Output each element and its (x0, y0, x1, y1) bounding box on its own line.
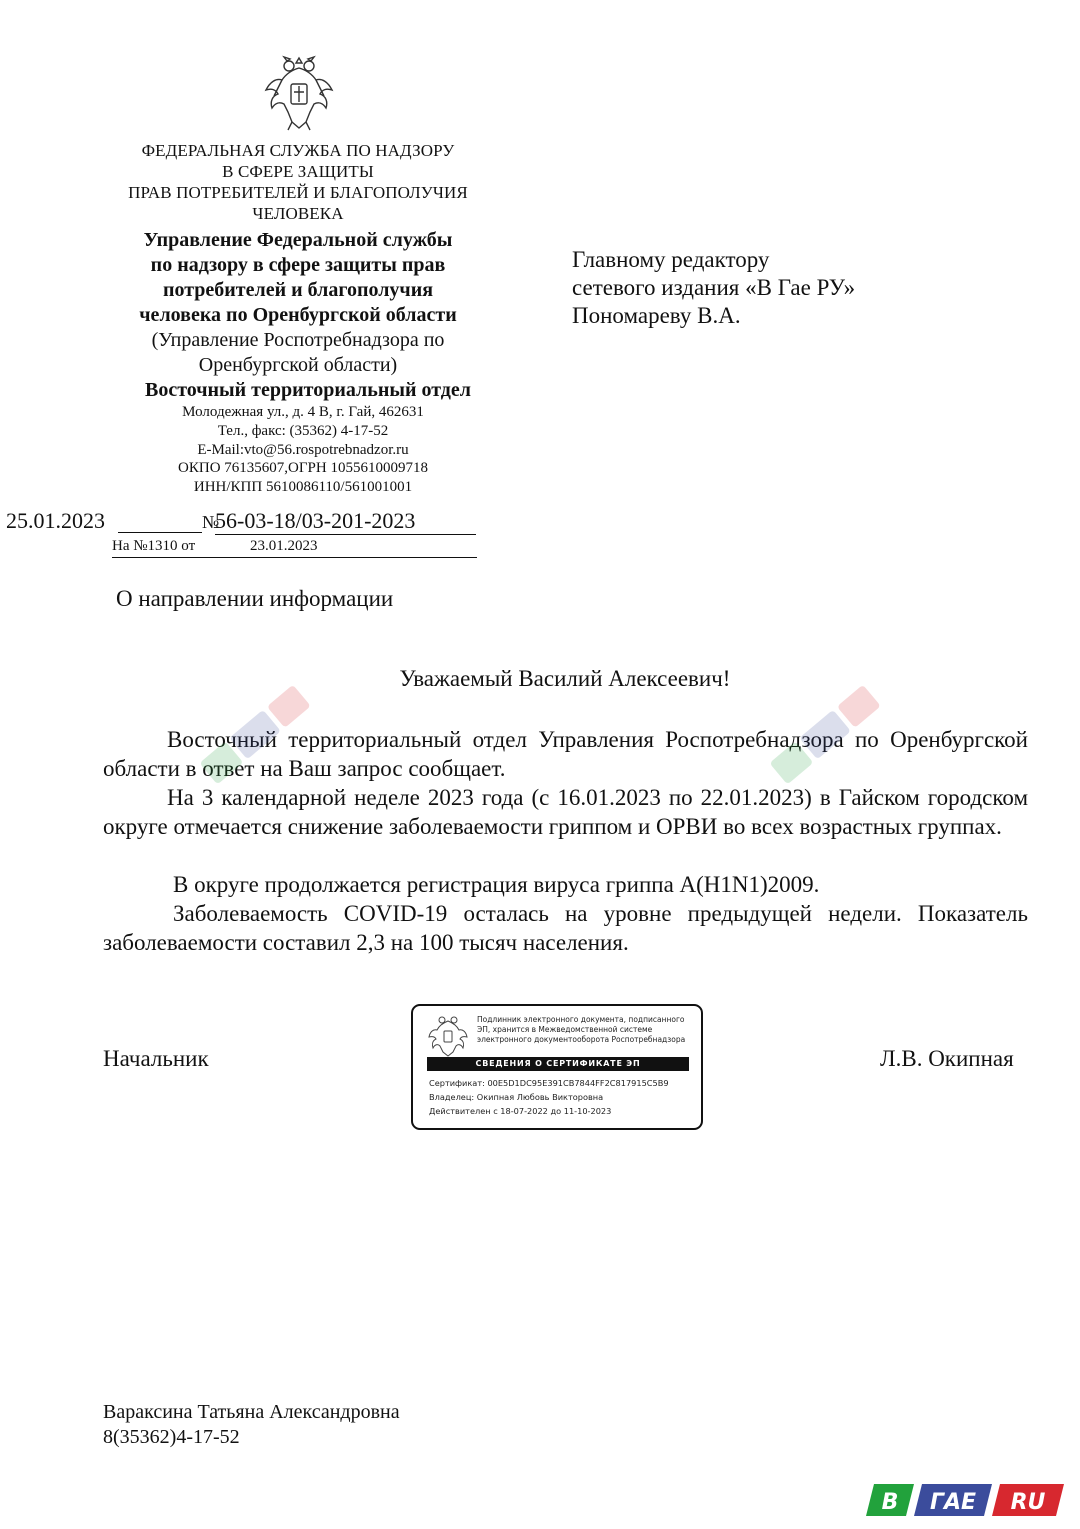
signatory-title: Начальник (103, 1046, 209, 1071)
body-paragraph: Заболеваемость COVID-19 осталась на уровне предыдущей недели. Показатель заболеваемости составил 2,3 на 100 тысяч населения. (103, 901, 1028, 955)
addressee-line: Пономареву В.А. (572, 303, 741, 328)
executor-name: Вараксина Татьяна Александровна (103, 1401, 400, 1423)
agency-line: ЧЕЛОВЕКА (252, 204, 344, 223)
reference-underline (112, 557, 477, 558)
body-paragraph: В округе продолжается регистрация вируса гриппа А(H1N1)2009. (173, 872, 820, 897)
watermark-logo-icon (190, 676, 320, 796)
agency-line: ПРАВ ПОТРЕБИТЕЛЕЙ И БЛАГОПОЛУЧИЯ (128, 183, 468, 202)
certificate-info-header: СВЕДЕНИЯ О СЕРТИФИКАТЕ ЭП (427, 1057, 689, 1071)
department-short-name: (Управление Роспотребнадзора по (151, 329, 445, 351)
okpo-ogrn: ОКПО 76135607,ОГРН 1055610009718 (178, 460, 428, 476)
brand-logo (866, 1482, 1066, 1518)
signatory-name: Л.В. Окипная (880, 1046, 1014, 1071)
logo-letter: RU (1010, 1490, 1046, 1515)
department-line: по надзору в сфере защиты прав (150, 254, 446, 276)
certificate-validity: Действителен с 18-07-2022 до 11-10-2023 (429, 1106, 612, 1116)
division-name: Восточный территориальный отдел (144, 379, 472, 401)
phone-fax: Тел., факс: (35362) 4-17-52 (217, 423, 389, 439)
address: Молодежная ул., д. 4 В, г. Гай, 462631 (182, 404, 424, 420)
number-underline (215, 534, 476, 535)
number-sign: № (202, 512, 220, 532)
reference-number: На №1310 от (112, 538, 196, 554)
subject: О направлении информации (116, 586, 394, 611)
eagle-emblem-icon (427, 1012, 469, 1058)
agency-line: ФЕДЕРАЛЬНАЯ СЛУЖБА ПО НАДЗОРУ (141, 141, 455, 160)
agency-line: В СФЕРЕ ЗАЩИТЫ (222, 162, 374, 181)
certificate-owner: Владелец: Окипная Любовь Викторовна (429, 1092, 604, 1102)
department-line: Управление Федеральной службы (143, 229, 453, 251)
body-paragraph: На 3 календарной неделе 2023 года (с 16.01.2023 по 22.01.2023) в Гайском городском округе отмечается снижение заболеваемости гриппом и ОРВИ во всех возрастных группах. (103, 785, 1028, 839)
certificate-id: Сертификат: 00E5D1DC95E391CB7844FF2C817915C5B9 (429, 1078, 669, 1088)
body-paragraph: Восточный территориальный отдел Управления Роспотребнадзора по Оренбургской области в ответ на Ваш запрос сообщает. (103, 727, 1028, 781)
e-signature-origin-note: Подлинник электронного документа, подписанного ЭП, хранится в Межведомственной системе электронного документооборота Роспотребнадзора (477, 1015, 686, 1044)
brand-logo-shapes (866, 1482, 1066, 1518)
logo-letter: ГАЕ (929, 1490, 977, 1515)
e-signature-stamp (411, 1004, 703, 1130)
watermark-logo-icon (760, 676, 890, 796)
inn-kpp: ИНН/КПП 5610086110/561001001 (193, 479, 413, 495)
department-line: человека по Оренбургской области (139, 304, 457, 326)
logo-letter: В (881, 1490, 899, 1515)
department-short-name: Оренбургской области) (198, 354, 398, 376)
date-underline (118, 532, 202, 533)
eagle-emblem-icon (262, 52, 336, 132)
reference-date: 23.01.2023 (250, 538, 318, 554)
salutation: Уважаемый Василий Алексеевич! (399, 666, 731, 691)
addressee-line: Главному редактору (572, 247, 770, 272)
email: E-Mail:vto@56.rospotrebnadzor.ru (197, 442, 409, 458)
executor-phone: 8(35362)4-17-52 (103, 1426, 240, 1448)
addressee-line: сетевого издания «В Гае РУ» (572, 275, 856, 300)
document-number: 56-03-18/03-201-2023 (215, 508, 416, 533)
document-date: 25.01.2023 (6, 508, 105, 533)
department-line: потребителей и благополучия (162, 279, 434, 301)
